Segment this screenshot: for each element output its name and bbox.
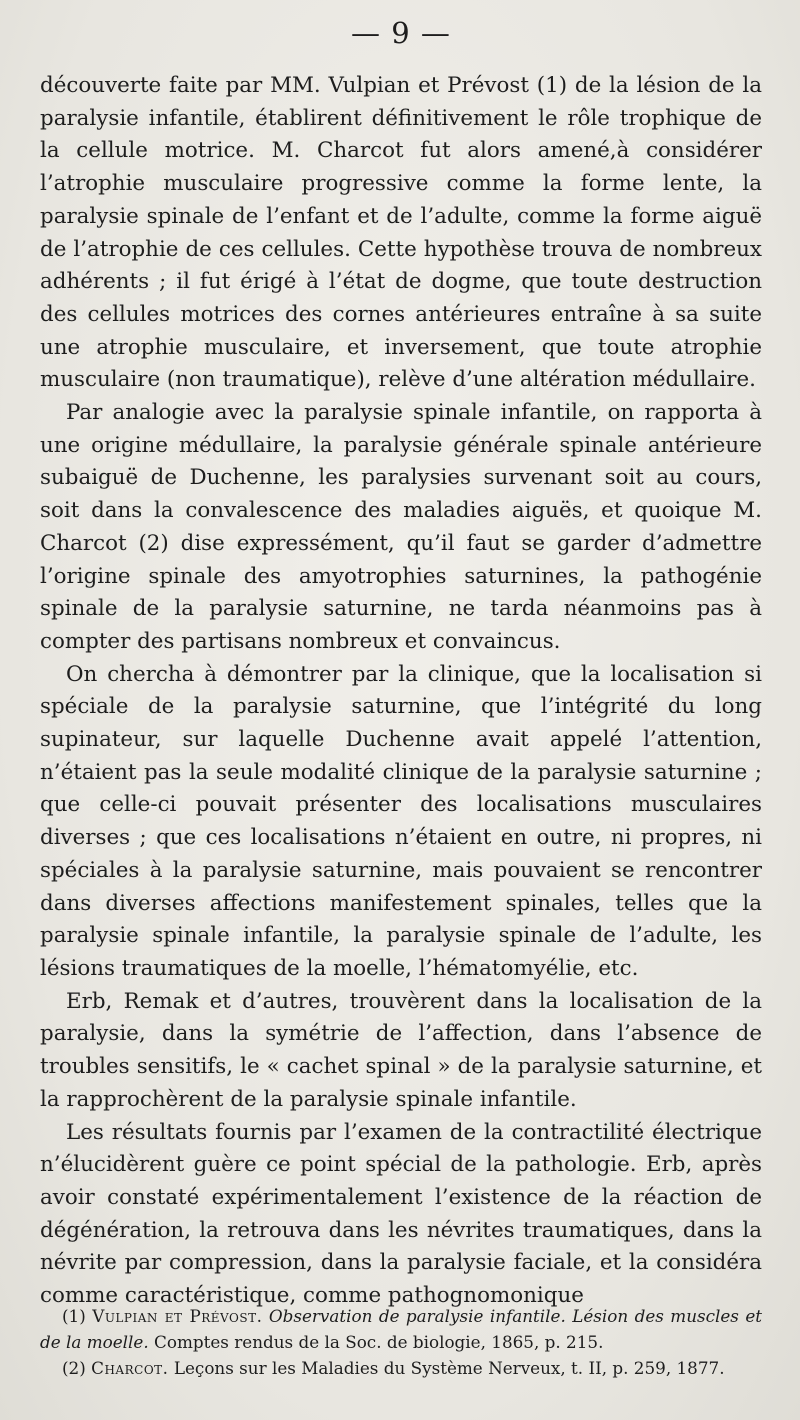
footnote-author: Charcot. <box>91 1358 169 1378</box>
footnote-marker: (2) <box>62 1358 86 1378</box>
paragraph-continued: découverte faite par MM. Vulpian et Prévost (1) de la lésion de la paralysie infantile, établirent définitivement le rôle trophique de la cellule motrice. M. Charcot fut alors amené,à considérer l’atrophie musculaire progressive comme la forme lente, la paralysie spinale de l’enfant et de l’adulte, comme la forme aiguë de l’atrophie de ces cellules. Cette hypothèse trouva de nombreux adhérents ; il fut érigé à l’état de dogme, que toute destruction des cellules motrices des cornes antérieures entraîne à sa suite une atrophie musculaire, et inversement, que toute atrophie musculaire (non traumatique), relève d’une altération médullaire. <box>40 73 762 393</box>
footnote-reference: Leçons sur les Maladies du Système Nerveux, t. II, p. 259, 1877. <box>173 1358 725 1378</box>
paragraph: Les résultats fournis par l’examen de la contractilité électrique n’élucidèrent guère ce point spécial de la pathologie. Erb, après avoir constaté expérimentalement l’existence de la réaction de dégénération, la retrouva dans les névrites traumatiques, dans la névrite par compression, dans la paralysie faciale, et la considéra comme caractéristique, comme pathognomonique <box>40 1119 762 1309</box>
footnote-marker: (1) <box>62 1306 86 1326</box>
footnotes <box>40 1303 762 1381</box>
body-text <box>40 70 762 1313</box>
footnote-1 <box>40 1303 762 1355</box>
paragraph: Par analogie avec la paralysie spinale infantile, on rapporta à une origine médullaire, la paralysie générale spinale antérieure subaiguë de Duchenne, les paralysies survenant soit au cours, soit dans la convalescence des maladies aiguës, et quoique M. Charcot (2) dise expressément, qu’il faut se garder d’admettre l’origine spinale des amyotrophies saturnines, la pathogénie spinale de la paralysie saturnine, ne tarda néanmoins pas à compter des partisans nombreux et convaincus. <box>40 400 762 654</box>
paragraph: Erb, Remak et d’autres, trouvèrent dans la localisation de la paralysie, dans la symétrie de l’affection, dans l’absence de troubles sensitifs, le « cachet spinal » de la paralysie saturnine, et la rapprochèrent de la paralysie spinale infantile. <box>40 988 762 1112</box>
footnote-author: Vulpian et Prévost. <box>92 1306 263 1326</box>
page-number: — 9 — <box>351 16 451 50</box>
page-header <box>40 0 762 70</box>
footnote-2 <box>40 1355 762 1381</box>
paragraph: On chercha à démontrer par la clinique, que la localisation si spéciale de la paralysie saturnine, que l’intégrité du long supinateur, sur laquelle Duchenne avait appelé l’attention, n’étaient pas la seule modalité clinique de la paralysie saturnine ; que celle-ci pouvait présenter des localisations musculaires diverses ; que ces localisations n’étaient en outre, ni propres, ni spéciales à la paralysie saturnine, mais pouvaient se rencontrer dans diverses affections manifestement spinales, telles que la paralysie spinale infantile, la paralysie spinale de l’adulte, les lésions traumatiques de la moelle, l’hématomyélie, etc. <box>40 661 762 981</box>
footnote-title: Observation de paralysie infantile. Lésion des muscles et de la moelle. <box>40 1306 763 1352</box>
footnote-reference: Comptes rendus de la Soc. de biologie, 1865, p. 215. <box>154 1332 604 1352</box>
